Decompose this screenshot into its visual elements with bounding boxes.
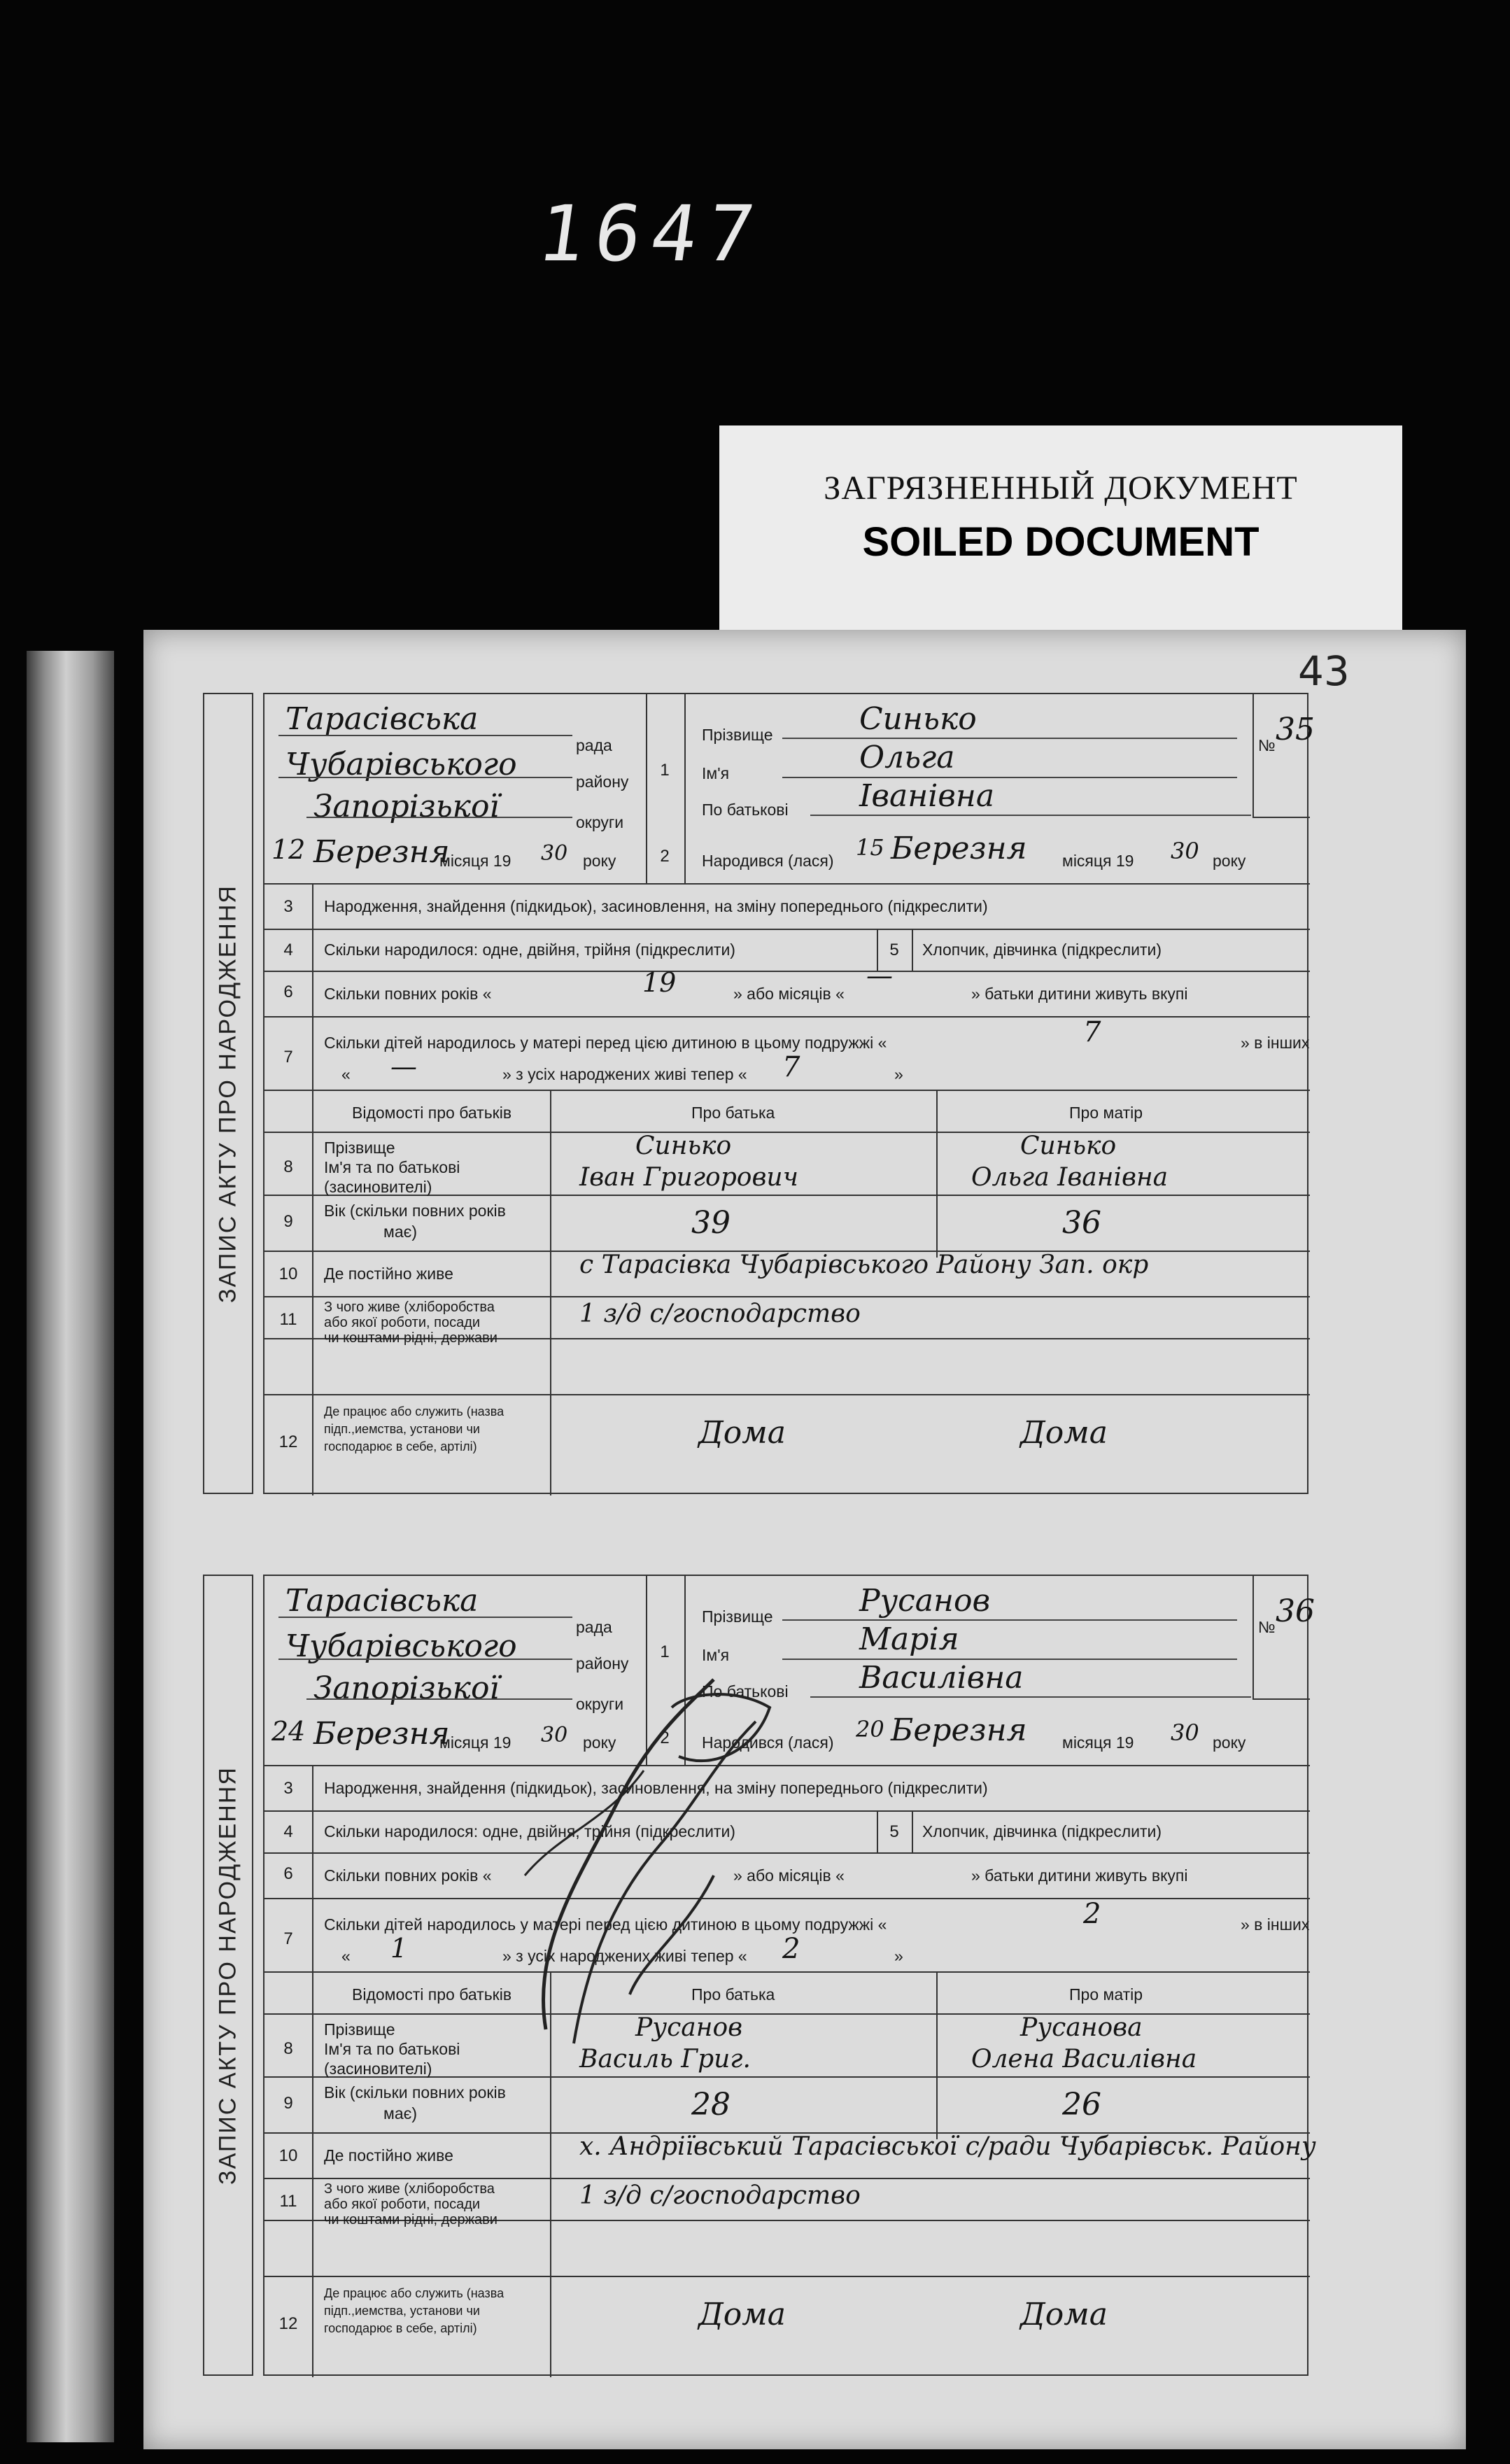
row7-text-b: » в інших [1241,1034,1310,1052]
birth-year-value: 30 [1171,1719,1199,1746]
mother-name-value: Олена Василівна [971,2045,1197,2074]
row8-line-3: (засиновителі) [324,1178,432,1196]
row7-text-d: » з усіх народжених живі тепер « [502,1947,747,1965]
row9-line-2: має) [383,1223,417,1241]
rule-line [810,1696,1251,1698]
rule-line [264,1016,1310,1018]
row10-text: Де постійно живе [324,2146,453,2164]
row12-line-2: підп.,иемства, установи чи [324,1422,480,1436]
father-surname-value: Русанов [635,2013,743,2042]
occupation-value: 1 з/д с/господарство [579,2181,861,2210]
row-number-4: 4 [283,1822,293,1841]
surname-value: Синько [859,701,977,737]
reg-year-label: року [583,1733,616,1752]
mother-age-value: 36 [1062,1205,1101,1241]
father-name-value: Василь Григ. [579,2045,751,2074]
work-father-value: Дома [698,2297,786,2332]
reg-month-label: місяця 19 [439,1733,511,1752]
rule-line [264,1971,1310,1973]
row-number-11: 11 [279,1310,297,1329]
residence-value: х. Андріївський Тарасівської с/ради Чубарівськ. Району [579,2132,1316,2161]
row12-line-1: Де працює або служить (назва [324,1405,504,1418]
rule-line [264,2013,1310,2015]
row-number-12: 12 [278,2314,298,2333]
surname-value: Русанов [859,1583,991,1619]
row9-line-2: має) [383,2104,417,2122]
side-title: ЗАПИС АКТУ ПРО НАРОДЖЕННЯ [214,1766,241,2185]
row8-line-1: Прізвище [324,1139,395,1157]
rule-line [264,1898,1310,1899]
birth-record-1 [203,693,1315,1494]
name-value: Ольга [859,740,955,775]
patronymic-label: По батькові [702,801,789,819]
surname-label: Прізвище [702,1607,773,1626]
side-title-box [203,1575,253,2376]
row4-text: Скільки народилося: одне, двійня, трійня (підкреслити) [324,1822,735,1840]
rule-line [264,1810,1310,1812]
soiled-document-label [719,425,1402,635]
rayon-label: району [576,773,629,791]
rada-label: рада [576,736,612,754]
row-number-1: 1 [660,1642,670,1661]
rule-line [312,883,313,1495]
row6-text-b: » або місяців « [733,985,845,1003]
row-number-6: 6 [283,1864,293,1883]
rule-line [278,777,572,778]
row-number-9: 9 [283,1212,293,1231]
row11-line-2: або якої роботи, посади [324,1315,481,1330]
alive-now-value: 7 [782,1051,800,1083]
rule-line [1253,1698,1310,1700]
father-header: Про батька [691,1104,775,1122]
rule-line [782,1659,1237,1660]
patronymic-value: Іванівна [859,778,995,814]
row6-text-c: » батьки дитини живуть вкупі [971,985,1188,1003]
row11-line-2: або якої роботи, посади [324,2197,481,2212]
row9-line-1: Вік (скільки повних років [324,1202,506,1220]
work-mother-value: Дома [1020,2297,1108,2332]
row7-text-c: « [341,1065,351,1083]
rule-line [306,817,572,818]
row6-text-a: Скільки повних років « [324,985,492,1003]
birth-month-value: Березня [891,1712,1027,1748]
row-number-1: 1 [660,761,670,780]
rule-line [264,1132,1310,1133]
rayon-label: району [576,1654,629,1673]
row5-text: Хлопчик, дівчинка (підкреслити) [922,941,1162,959]
rada-value: Тарасівська [285,1583,479,1619]
row5-text: Хлопчик, дівчинка (підкреслити) [922,1822,1162,1840]
row12-line-3: господарює в себе, артілі) [324,1439,477,1453]
okrug-label: округи [576,813,624,831]
rule-line [278,1617,572,1618]
row-number-6: 6 [283,983,293,1001]
record-number-value: 36 [1276,1593,1315,1629]
row-number-3: 3 [283,1779,293,1798]
mother-age-value: 26 [1062,2087,1101,2122]
birth-month-label: місяця 19 [1062,1733,1134,1752]
okrug-label: округи [576,1695,624,1713]
row7-text-c: « [341,1947,351,1965]
row8-line-3: (засиновителі) [324,2060,432,2078]
patronymic-label: По батькові [702,1682,789,1701]
rule-line [264,2178,1310,2179]
months-together-value: — [866,960,893,991]
rule-line [810,815,1251,816]
birth-year-value: 30 [1171,838,1199,864]
name-label: Ім'я [702,1646,730,1664]
rule-line [312,1765,313,2377]
diagonal-annotation-scribble [504,1666,784,2057]
row-number-2: 2 [660,847,670,866]
rule-line [264,971,1310,972]
rule-line [684,694,686,883]
parents-info-header: Відомості про батьків [352,1985,512,2004]
row7-text-d: » з усіх народжених живі тепер « [502,1065,747,1083]
row7-text-e: » [894,1947,903,1965]
patronymic-value: Василівна [859,1660,1024,1696]
row9-line-1: Вік (скільки повних років [324,2083,506,2102]
record-grid [263,693,1315,1494]
mother-name-value: Ольга Іванівна [971,1163,1169,1192]
reg-year-value: 30 [541,1723,568,1747]
frame-number: 1647 [532,189,770,279]
row12-line-1: Де працює або служить (назва [324,2286,504,2300]
row-number-7: 7 [283,1048,293,1066]
reg-year-value: 30 [541,841,568,866]
rule-line [264,883,1310,885]
residence-value: с Тарасівка Чубарівського Району Зап. окр [579,1251,1149,1279]
rule-line [264,1765,1310,1766]
reg-day-value: 12 [271,834,306,865]
row8-line-1: Прізвище [324,2020,395,2039]
parents-info-header: Відомості про батьків [352,1104,512,1122]
row-number-12: 12 [278,1432,298,1451]
name-value: Марія [859,1621,959,1657]
rule-line [1253,1576,1254,1698]
years-together-value: 19 [642,967,677,998]
row-number-10: 10 [278,1265,298,1283]
rayon-value: Чубарівського [285,1628,517,1664]
record-grid [263,1575,1316,2376]
row3-text: Народження, знайдення (підкидьок), засиновлення, на зміну попереднього (підкреслити) [324,897,988,915]
birth-day-value: 20 [856,1716,884,1743]
reg-year-label: року [583,852,616,870]
children-before-value: 2 [1083,1898,1101,1930]
children-before-value: 7 [1083,1016,1101,1048]
number-label: № [1258,736,1276,754]
row8-line-2: Ім'я та по батькові [324,1158,460,1176]
record-number-value: 35 [1276,712,1315,747]
rule-line [264,1394,1310,1395]
row-number-7: 7 [283,1929,293,1948]
row11-line-3: чи коштами рідні, держави [324,1330,498,1346]
birth-month-label: місяця 19 [1062,852,1134,870]
row12-line-3: господарює в себе, артілі) [324,2321,477,2335]
reg-day-value: 24 [271,1716,306,1747]
binding-strip [27,651,114,2442]
okrug-value: Запорізької [313,789,500,824]
children-other-value: 1 [390,1933,408,1964]
rule-line [782,1619,1237,1621]
mother-header: Про матір [1069,1104,1143,1122]
rayon-value: Чубарівського [285,747,517,782]
row-number-9: 9 [283,2094,293,2113]
birth-month-value: Березня [891,831,1027,866]
row11-line-1: З чого живе (хліборобства [324,1300,495,1315]
surname-label: Прізвище [702,726,773,744]
birth-year-label: року [1213,1733,1246,1752]
reg-month-label: місяця 19 [439,852,511,870]
rule-line [646,694,647,883]
rule-line [264,1090,1310,1091]
okrug-value: Запорізької [313,1670,500,1706]
rule-line [936,1090,938,1258]
rule-line [278,1659,572,1660]
rule-line [1253,817,1310,818]
row-number-4: 4 [283,941,293,959]
side-title-box [203,693,253,1494]
label-en: SOILED DOCUMENT [862,519,1259,565]
page-number: 43 [1298,647,1350,695]
reg-month-value: Березня [313,1716,450,1752]
father-header: Про батька [691,1985,775,2004]
row-number-3: 3 [283,897,293,916]
father-age-value: 28 [691,2087,731,2122]
rule-line [1253,694,1254,817]
side-title: ЗАПИС АКТУ ПРО НАРОДЖЕННЯ [214,884,241,1303]
row10-text: Де постійно живе [324,1265,453,1283]
mother-surname-value: Синько [1020,1132,1117,1160]
occupation-value: 1 з/д с/господарство [579,1300,861,1328]
rule-line [550,1090,551,1495]
rule-line [912,1810,913,1852]
row7-text-e: » [894,1065,903,1083]
row-number-5: 5 [889,1822,899,1841]
mother-surname-value: Русанова [1020,2013,1143,2042]
row3-text: Народження, знайдення (підкидьок), засиновлення, на зміну попереднього (підкреслити) [324,1779,988,1797]
rule-line [264,1296,1310,1297]
work-mother-value: Дома [1020,1415,1108,1451]
row-number-8: 8 [283,2039,293,2058]
rada-label: рада [576,1618,612,1636]
row-number-2: 2 [660,1729,670,1747]
rada-value: Тарасівська [285,701,479,737]
row7-text-a: Скільки дітей народилось у матері перед цією дитиною в цьому подружжі « [324,1034,887,1052]
work-father-value: Дома [698,1415,786,1451]
rule-line [264,2276,1310,2277]
rule-line [877,1810,878,1852]
row6-text-b: » або місяців « [733,1866,845,1885]
birth-year-label: року [1213,852,1246,870]
birth-day-value: 15 [856,834,884,861]
children-other-value: — [390,1051,417,1082]
born-label: Народився (лася) [702,852,834,870]
row-number-11: 11 [279,2192,297,2211]
row-number-10: 10 [278,2146,298,2165]
rule-line [264,929,1310,930]
father-name-value: Іван Григорович [579,1163,798,1192]
rule-line [782,777,1237,778]
rule-line [936,1971,938,2139]
number-label: № [1258,1618,1276,1636]
row8-line-2: Ім'я та по батькові [324,2040,460,2058]
father-surname-value: Синько [635,1132,732,1160]
mother-header: Про матір [1069,1985,1143,2004]
rule-line [912,929,913,971]
row6-text-c: » батьки дитини живуть вкупі [971,1866,1188,1885]
row11-line-3: чи коштами рідні, держави [324,2212,498,2227]
row4-text: Скільки народилося: одне, двійня, трійня (підкреслити) [324,941,735,959]
row7-text-b: » в інших [1241,1915,1310,1934]
rule-line [264,1852,1310,1854]
row6-text-a: Скільки повних років « [324,1866,492,1885]
alive-now-value: 2 [782,1933,800,1965]
row7-text-a: Скільки дітей народилось у матері перед цією дитиною в цьому подружжі « [324,1915,887,1934]
rule-line [782,738,1237,739]
row-number-8: 8 [283,1157,293,1176]
born-label: Народився (лася) [702,1733,834,1752]
row11-line-1: З чого живе (хліборобства [324,2181,495,2197]
name-label: Ім'я [702,764,730,782]
rule-line [278,735,572,736]
father-age-value: 39 [691,1205,731,1241]
label-ru: ЗАГРЯЗНЕННЫЙ ДОКУМЕНТ [824,470,1298,507]
row-number-5: 5 [889,941,899,959]
row12-line-2: підп.,иемства, установи чи [324,2304,480,2318]
reg-month-value: Березня [313,834,450,870]
